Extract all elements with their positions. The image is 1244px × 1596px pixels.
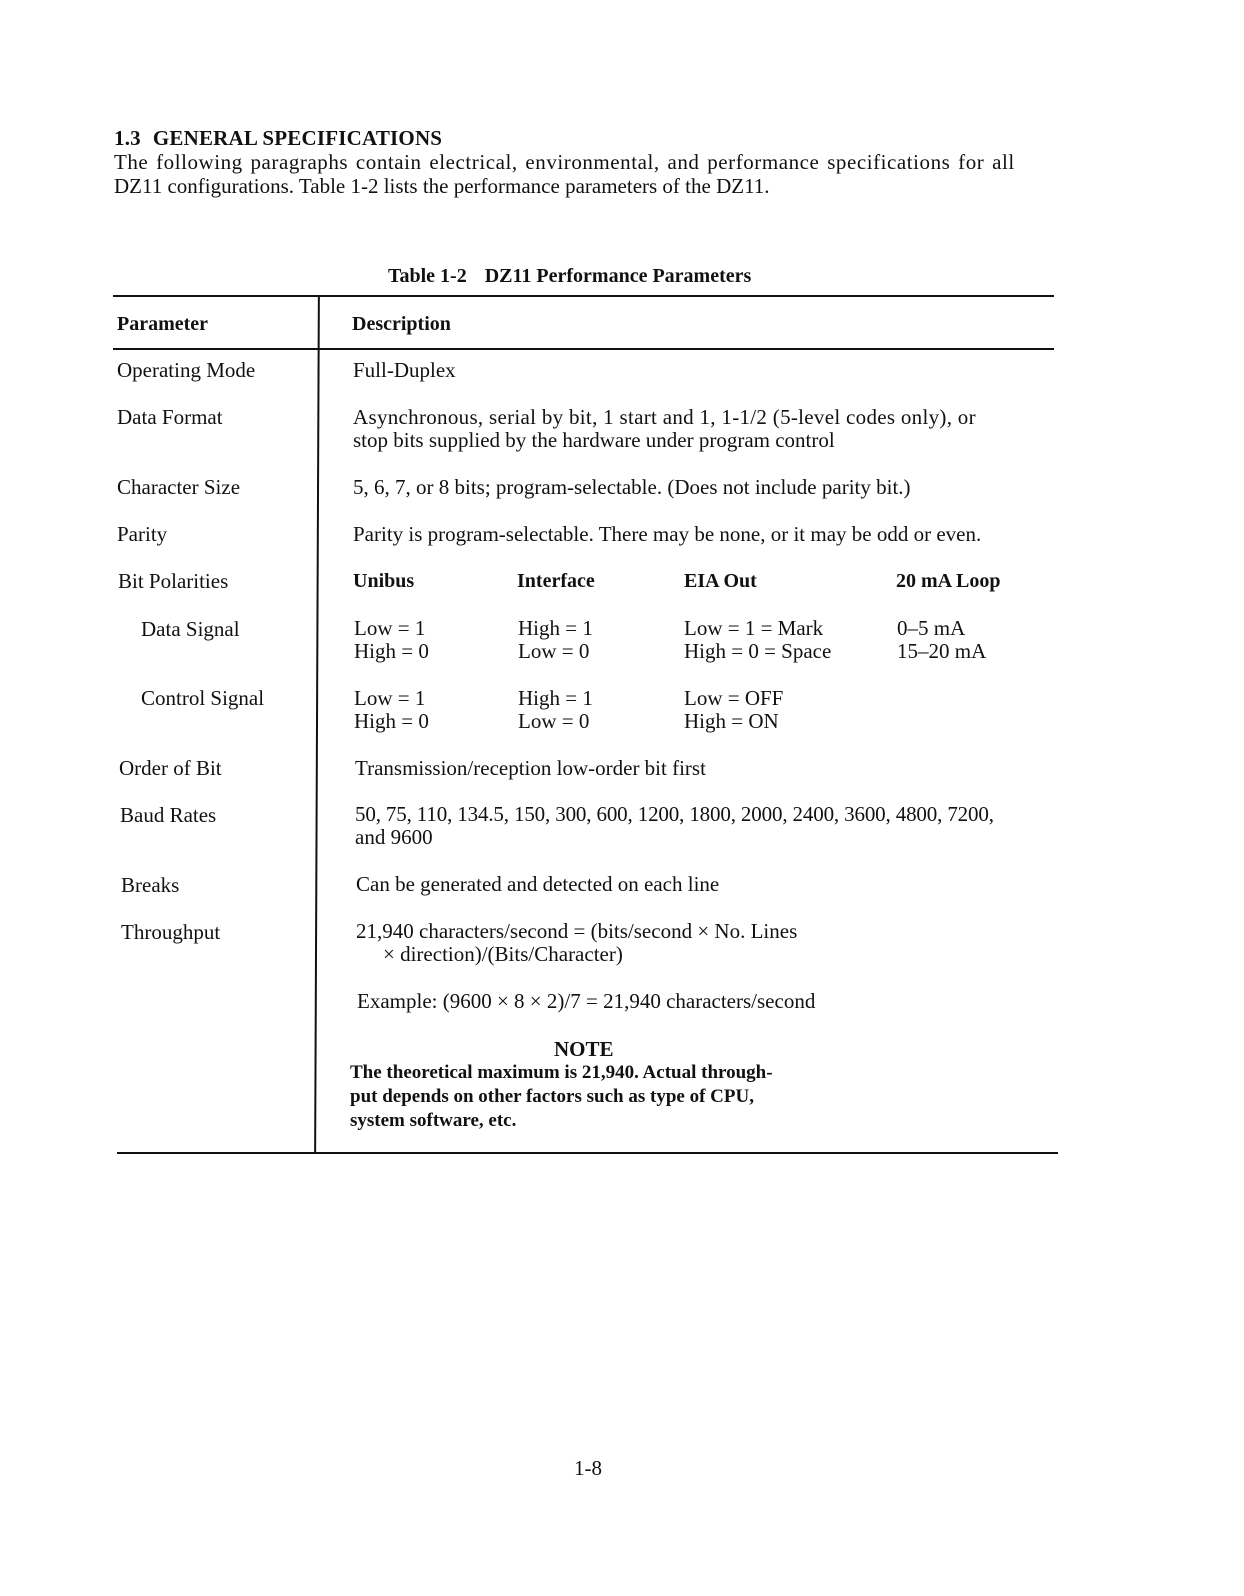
intro-line: DZ11 configurations. Table 1-2 lists the performance parameters of the DZ11. xyxy=(114,174,770,198)
param-parity: Parity xyxy=(117,522,168,546)
param-operating-mode: Operating Mode xyxy=(117,358,256,382)
intro-line: The following paragraphs contain electrical, environmental, and performance specifications for all xyxy=(114,150,1015,174)
param-baud-rates: Baud Rates xyxy=(120,803,217,827)
data-signal-interface: Low = 0 xyxy=(518,639,590,663)
data-signal-unibus: Low = 1 xyxy=(354,616,426,640)
desc-baud-rates-line: 50, 75, 110, 134.5, 150, 300, 600, 1200, 1800, 2000, 2400, 3600, 4800, 7200, xyxy=(355,802,994,826)
desc-breaks: Can be generated and detected on each line xyxy=(356,872,720,896)
table-top-rule xyxy=(113,295,1054,297)
table-header-rule xyxy=(113,348,1054,350)
control-signal-interface: High = 1 xyxy=(518,686,593,710)
control-signal-eia-out: Low = OFF xyxy=(684,686,784,710)
control-signal-eia-out: High = ON xyxy=(684,709,779,733)
param-data-format: Data Format xyxy=(117,405,223,429)
desc-baud-rates-line: and 9600 xyxy=(355,825,433,849)
col-interface: Interface xyxy=(517,570,595,592)
data-signal-interface: High = 1 xyxy=(518,616,593,640)
param-character-size: Character Size xyxy=(117,475,241,499)
control-signal-interface: Low = 0 xyxy=(518,709,590,733)
desc-throughput-example: Example: (9600 × 8 × 2)/7 = 21,940 characters/second xyxy=(357,989,816,1013)
note-line: The theoretical maximum is 21,940. Actual through- xyxy=(350,1062,773,1083)
control-signal-unibus: High = 0 xyxy=(354,709,429,733)
table-bottom-rule xyxy=(117,1152,1058,1154)
header-parameter: Parameter xyxy=(117,313,209,335)
desc-throughput-line: 21,940 characters/second = (bits/second × No. Lines xyxy=(356,919,798,943)
control-signal-unibus: Low = 1 xyxy=(354,686,426,710)
desc-data-format-line: stop bits supplied by the hardware under program control xyxy=(353,428,835,452)
table-caption xyxy=(388,265,751,288)
note-body xyxy=(350,1061,850,1133)
desc-parity: Parity is program-selectable. There may be none, or it may be odd or even. xyxy=(353,522,982,546)
param-throughput: Throughput xyxy=(121,920,221,944)
table-caption-number: Table 1-2 xyxy=(388,265,467,287)
section-heading xyxy=(114,126,442,151)
table-caption-title: DZ11 Performance Parameters xyxy=(484,265,752,287)
header-description: Description xyxy=(352,313,451,335)
table-column-divider xyxy=(314,296,320,1153)
section-number: 1.3 xyxy=(114,126,141,150)
col-unibus: Unibus xyxy=(353,570,415,592)
param-breaks: Breaks xyxy=(121,873,180,897)
desc-throughput-line: × direction)/(Bits/Character) xyxy=(383,942,623,966)
param-control-signal: Control Signal xyxy=(141,686,265,710)
col-20ma-loop: 20 mA Loop xyxy=(896,570,1001,592)
note-line: put depends on other factors such as type of CPU, xyxy=(350,1086,754,1107)
param-order-of-bit: Order of Bit xyxy=(119,756,222,780)
desc-data-format-line: Asynchronous, serial by bit, 1 start and 1, 1-1/2 (5-level codes only), or xyxy=(353,405,976,429)
data-signal-eia-out: Low = 1 = Mark xyxy=(684,616,824,640)
data-signal-unibus: High = 0 xyxy=(354,639,429,663)
data-signal-eia-out: High = 0 = Space xyxy=(684,639,832,663)
desc-order-of-bit: Transmission/reception low-order bit first xyxy=(355,756,706,780)
data-signal-loop: 15–20 mA xyxy=(897,639,987,663)
intro-paragraph xyxy=(114,150,1064,198)
page-number: 1-8 xyxy=(574,1456,602,1480)
col-eia-out: EIA Out xyxy=(684,570,757,592)
desc-operating-mode: Full-Duplex xyxy=(353,358,456,382)
param-data-signal: Data Signal xyxy=(141,617,240,641)
data-signal-loop: 0–5 mA xyxy=(897,616,966,640)
param-bit-polarities: Bit Polarities xyxy=(118,569,229,593)
note-line: system software, etc. xyxy=(350,1110,517,1131)
desc-character-size: 5, 6, 7, or 8 bits; program-selectable. (Does not include parity bit.) xyxy=(353,475,911,499)
section-title: GENERAL SPECIFICATIONS xyxy=(152,126,443,150)
note-title: NOTE xyxy=(554,1037,614,1061)
